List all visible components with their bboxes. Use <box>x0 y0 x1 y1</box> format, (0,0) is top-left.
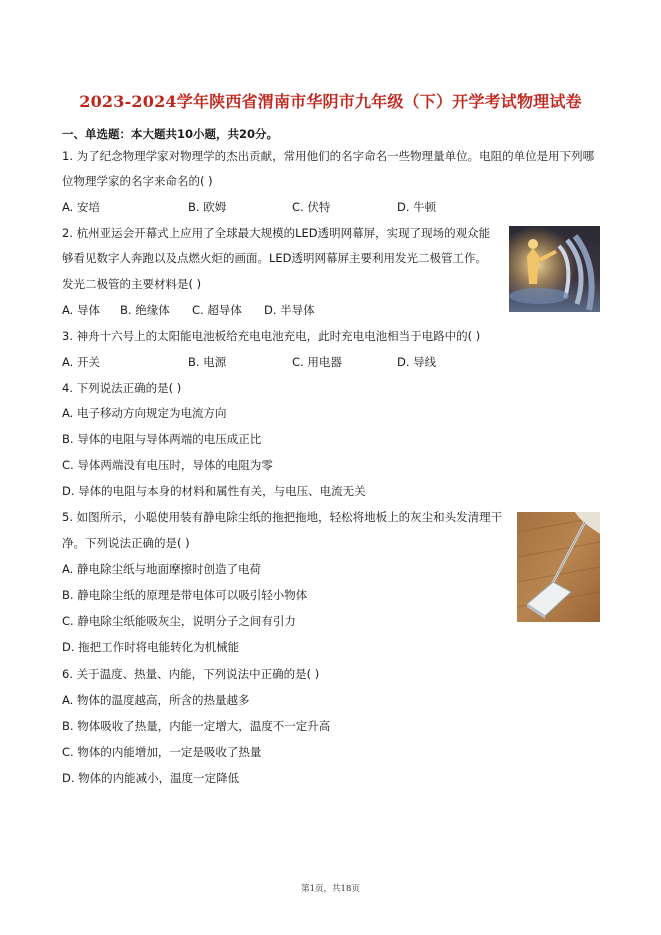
q3-option-a: A. 开关 <box>62 355 100 369</box>
q5-line2: 净。下列说法正确的是( ) <box>62 536 190 550</box>
q1-option-b: B. 欧姆 <box>188 200 227 214</box>
q2-line3: 发光二极管的主要材料是( ) <box>62 277 202 291</box>
q1-line2: 位物理学家的名字来命名的( ) <box>62 174 213 188</box>
q4-line1: 4. 下列说法正确的是( ) <box>62 381 182 395</box>
q3-option-b: B. 电源 <box>188 355 227 369</box>
q5-option-a: A. 静电除尘纸与地面摩擦时创造了电荷 <box>62 562 261 576</box>
q5-option-d: D. 拖把工作时将电能转化为机械能 <box>62 640 240 654</box>
q1-line1: 1. 为了纪念物理学家对物理学的杰出贡献，常用他们的名字命名一些物理量单位。电阻的单位是用下列哪 <box>62 149 595 163</box>
q2-option-b: B. 绝缘体 <box>120 303 170 317</box>
q6-option-c: C. 物体的内能增加，一定是吸收了热量 <box>62 745 262 759</box>
q6-option-a: A. 物体的温度越高，所含的热量越多 <box>62 693 250 707</box>
q6-line1: 6. 关于温度、热量、内能，下列说法中正确的是( ) <box>62 667 320 681</box>
page-footer: 第1页，共18页 <box>301 884 360 894</box>
q2-line1: 2. 杭州亚运会开幕式上应用了全球最大规模的LED透明网幕屏，实现了现场的观众能 <box>62 226 491 240</box>
q6-option-b: B. 物体吸收了热量，内能一定增大，温度不一定升高 <box>62 719 331 733</box>
q2-line2: 够看见数字人奔跑以及点燃火炬的画面。LED透明网幕屏主要利用发光二极管工作。 <box>62 251 488 265</box>
q1-option-d: D. 牛顿 <box>397 200 437 214</box>
q4-option-a: A. 电子移动方向规定为电流方向 <box>62 406 227 420</box>
exam-title: 2023-2024学年陕西省渭南市华阴市九年级（下）开学考试物理试卷 <box>79 92 582 111</box>
mop-photo <box>517 512 600 622</box>
q5-option-b: B. 静电除尘纸的原理是带电体可以吸引轻小物体 <box>62 588 308 602</box>
q1-option-a: A. 安培 <box>62 200 100 214</box>
section-heading: 一、单选题：本大题共10小题，共20分。 <box>62 127 279 141</box>
q4-option-d: D. 导体的电阻与本身的材料和属性有关，与电压、电流无关 <box>62 484 366 498</box>
q6-option-d: D. 物体的内能减小，温度一定降低 <box>62 771 240 785</box>
q3-option-c: C. 用电器 <box>292 355 342 369</box>
q3-option-d: D. 导线 <box>397 355 437 369</box>
q5-option-c: C. 静电除尘纸能吸灰尘，说明分子之间有引力 <box>62 614 296 628</box>
q5-line1: 5. 如图所示，小聪使用装有静电除尘纸的拖把拖地，轻松将地板上的灰尘和头发清理干 <box>62 510 503 524</box>
q1-option-c: C. 伏特 <box>292 200 331 214</box>
q4-option-c: C. 导体两端没有电压时，导体的电阻为零 <box>62 458 273 472</box>
led-stage-photo <box>509 226 600 312</box>
q2-option-a: A. 导体 <box>62 303 100 317</box>
q2-option-d: D. 半导体 <box>264 303 315 317</box>
q2-option-c: C. 超导体 <box>192 303 242 317</box>
q4-option-b: B. 导体的电阻与导体两端的电压成正比 <box>62 432 262 446</box>
q3-line1: 3. 神舟十六号上的太阳能电池板给充电电池充电，此时充电电池相当于电路中的( ) <box>62 329 481 343</box>
